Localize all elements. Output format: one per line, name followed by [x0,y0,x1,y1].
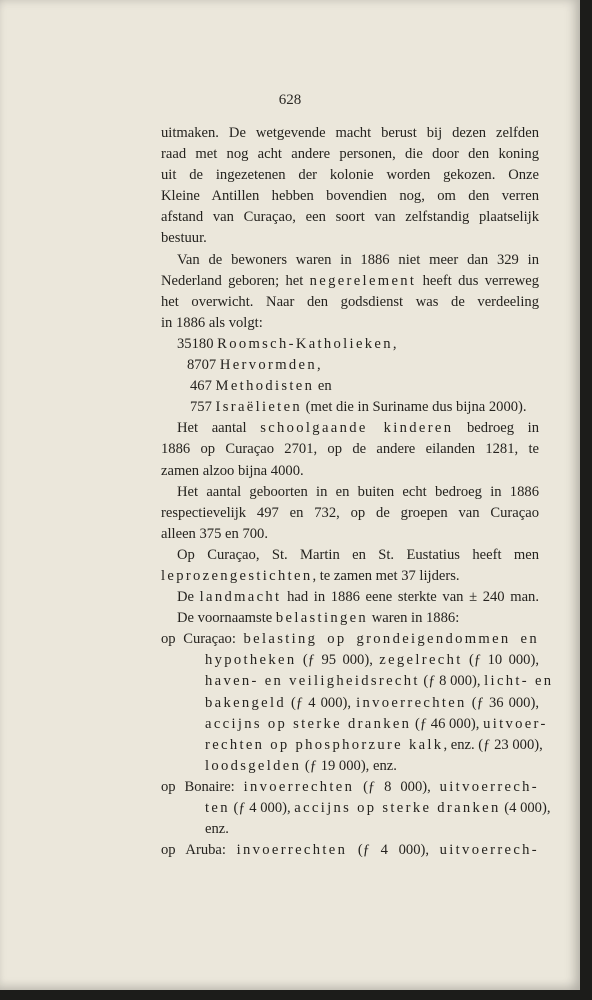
text-segment: heeft dus verreweg [416,272,540,289]
spaced-emphasis-text: belasting op grondeigendommen en [243,631,539,648]
text-segment: Van de bewoners waren in 1886 niet meer dan 329 in [177,251,539,268]
text-segment: waren in 1886: [368,610,460,627]
text-segment: Het aantal [177,420,261,437]
text-line [161,819,539,840]
spaced-emphasis-text: accijns op sterke dranken [205,715,412,732]
text-segment: uit de ingezetenen der kolonie worden gekozen. Onze [161,167,539,184]
spaced-emphasis-text: uitvoerrech- [439,778,539,795]
text-line [161,608,539,629]
text-line [161,524,539,545]
text-segment: bedroeg in [453,420,540,437]
text-segment: het overwicht. Naar den godsdienst was de verdeeling [161,293,539,310]
text-line [161,271,539,292]
text-line [161,418,539,439]
text-segment: De [177,589,200,606]
text-segment: Nederland geboren; het [161,272,310,289]
spaced-emphasis-text: ten [205,800,230,816]
text-segment: , te zamen met 37 lijders. [312,567,460,584]
text-segment: De voornaamste [177,610,276,627]
text-segment: Kleine Antillen hebben bovendien nog, om den verren [161,188,539,205]
text-segment: 1886 op Curaçao 2701, op de andere eilanden 1281, te [161,441,539,458]
text-segment: 467 [190,378,216,395]
text-segment: alleen 375 en 700. [161,525,268,542]
text-segment: enz. [205,821,229,838]
text-segment: op Bonaire: [161,778,244,795]
text-segment: bestuur. [161,230,207,247]
text-line [161,186,539,207]
text-line [161,798,551,819]
spaced-emphasis-text: belastingen [275,610,369,627]
spaced-emphasis-text: Roomsch-Katholieken, [217,335,399,352]
text-segment: Op Curaçao, St. Martin en St. Eustatius heeft men [177,546,539,563]
text-segment: (ƒ 4 000), [229,800,295,816]
text-segment: op Aruba: [161,842,237,859]
text-segment: raad met nog acht andere personen, die door den koning [161,146,539,163]
text-line [161,671,554,692]
text-line [161,629,539,650]
text-line [161,840,539,861]
text-segment: 8707 [187,357,220,374]
text-line [161,461,539,482]
text-segment: (ƒ 19 000), enz. [301,757,397,774]
text-line [161,587,539,608]
text-line [161,334,539,355]
text-segment: , enz. (ƒ 23 000), [443,736,543,753]
text-segment: in 1886 als volgt: [161,314,263,331]
text-line [161,503,539,524]
text-line [161,777,539,798]
spaced-emphasis-text: loodsgelden [205,757,302,774]
text-segment: had in 1886 eene sterkte van ± 240 man. [281,589,539,606]
text-segment: 757 [190,399,216,416]
spaced-emphasis-text: uitvoerrech- [439,842,539,859]
spaced-emphasis-text: Methodisten [215,378,315,395]
text-line [161,250,539,271]
spaced-emphasis-text: licht- en [484,673,554,690]
text-line [161,123,539,144]
spaced-emphasis-text: zegelrecht [379,652,463,669]
text-line [161,397,539,418]
text-segment: (met die in Suriname dus bijna 2000). [302,399,527,416]
spaced-emphasis-text: hypotheken [205,652,297,669]
text-segment: (ƒ 8 000), [419,673,485,690]
text-line [161,355,539,376]
body-text [161,123,554,861]
text-line [161,292,539,313]
text-line [161,756,539,777]
spaced-emphasis-text: invoerrechten [243,778,355,795]
spaced-emphasis-text: leprozengestichten [161,567,313,584]
text-segment: (ƒ 4 000), [347,842,440,859]
text-line [161,165,539,186]
spaced-emphasis-text: invoerrechten [356,694,467,711]
text-line [161,693,539,714]
text-line [161,482,539,503]
text-line [161,207,539,228]
spaced-emphasis-text: Hervormden, [219,357,323,374]
spaced-emphasis-text: bakengeld [205,694,286,711]
text-segment: (ƒ 36 000), [466,694,539,711]
text-segment: Het aantal geboorten in en buiten echt bedroeg in 1886 [177,483,539,500]
text-segment: uitmaken. De wetgevende macht berust bij dezen zelfden [161,125,539,141]
spaced-emphasis-text: schoolgaande kinderen [260,420,454,437]
spaced-emphasis-text: Israëlieten [215,399,303,416]
text-segment: afstand van Curaçao, een soort van zelfstandig plaatselijk [161,209,539,226]
text-line [161,545,539,566]
spaced-emphasis-text: haven- en veiligheidsrecht [205,673,420,690]
text-line [161,313,539,334]
text-line [161,735,543,756]
spaced-emphasis-text: landmacht [199,589,282,606]
text-segment: (ƒ 8 000), [354,778,440,795]
text-segment: (4 000), [500,800,551,816]
spaced-emphasis-text: rechten op phosphorzure kalk [205,736,444,753]
text-segment: en [314,378,332,395]
text-segment: (ƒ 46 000), [411,715,484,732]
text-segment: (ƒ 95 000), [296,652,380,669]
spaced-emphasis-text: invoerrechten [236,842,348,859]
text-line [161,650,539,671]
page-number: 628 [278,92,302,108]
spaced-emphasis-text: accijns op sterke dranken [294,800,501,816]
text-line [161,566,539,587]
text-segment: (ƒ 4 000), [286,694,357,711]
text-line [161,714,548,735]
text-line [161,228,539,249]
text-segment: (ƒ 10 000), [462,652,539,669]
text-segment: respectievelijk 497 en 732, op de groepen van Curaçao [161,504,539,521]
text-line [161,144,539,165]
text-segment: op Curaçao: [161,631,244,648]
text-line [161,376,539,397]
text-segment: zamen alzoo bijna 4000. [161,462,304,479]
spaced-emphasis-text: negerelement [309,272,417,289]
text-line [161,439,539,460]
text-segment: 35180 [177,335,218,352]
spaced-emphasis-text: uitvoer- [483,715,548,732]
